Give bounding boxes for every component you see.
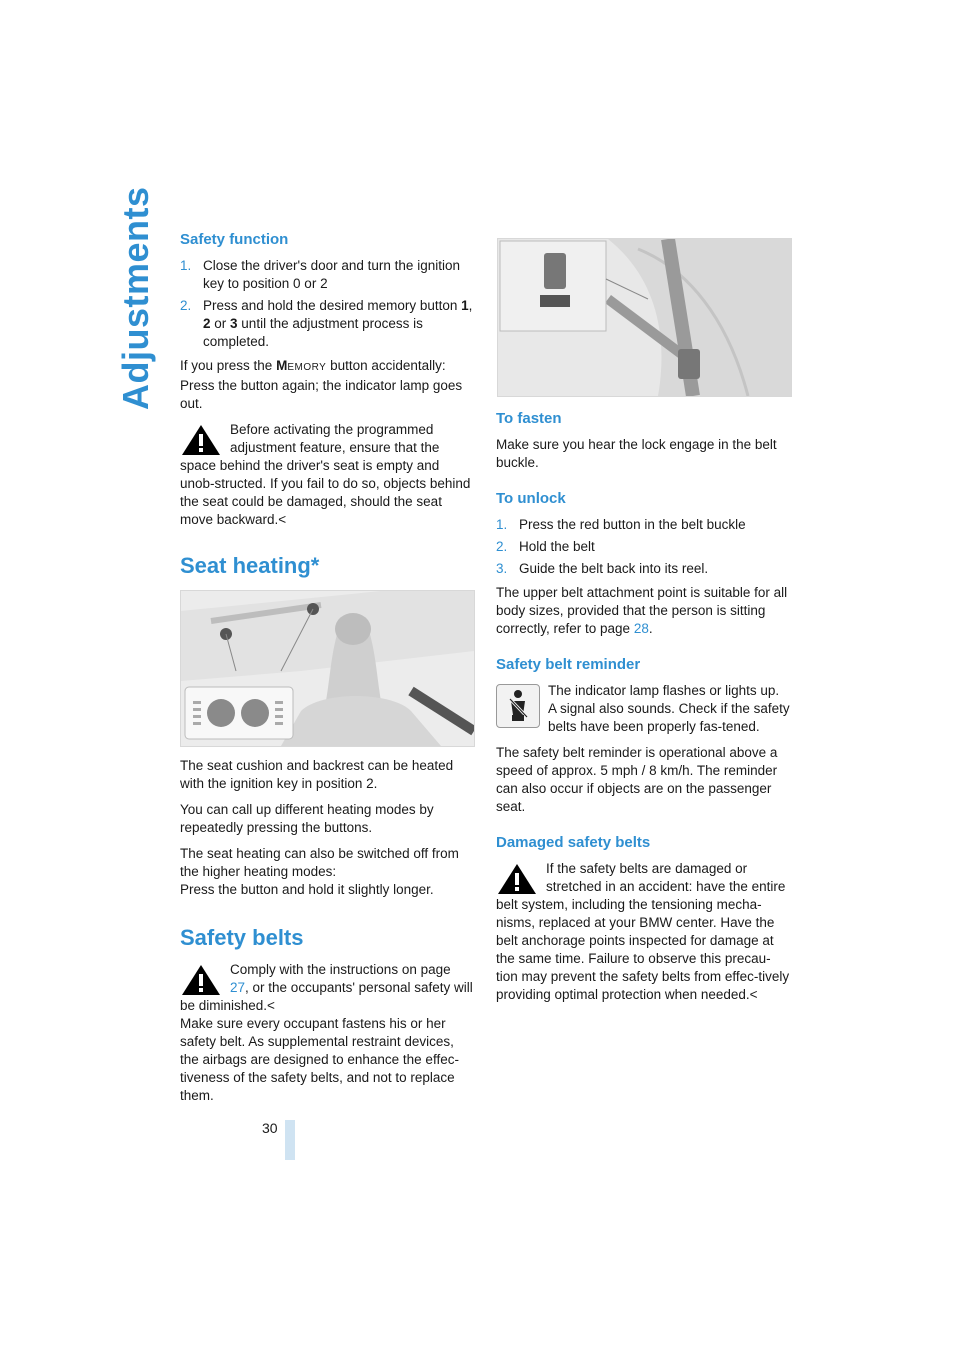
step-text: Guide the belt back into its reel.	[519, 561, 709, 576]
separator: or	[210, 316, 231, 331]
warning-text: , or the occupants' personal safety will be diminished.<	[180, 980, 473, 1013]
warning-icon	[496, 862, 538, 896]
safety-belts-heading: Safety belts	[180, 925, 304, 950]
page-marker-bar	[285, 1120, 295, 1160]
safety-function-steps	[180, 257, 473, 351]
paragraph-text: If you press the	[180, 358, 277, 373]
to-unlock-steps	[496, 516, 790, 578]
memory-button-3: 3	[230, 316, 238, 331]
chapter-title-text: Adjustments	[115, 186, 156, 410]
chapter-title	[115, 186, 159, 410]
paragraph-text: The upper belt attachment point is suitable for all body sizes, provided that the person is sitting correctly, refer to page	[496, 585, 788, 636]
paragraph-text: The seat heating can also be switched off from the higher heating modes:	[180, 846, 459, 879]
paragraph: The seat cushion and backrest can be heated with the ignition key in position 2.	[180, 758, 454, 791]
seat-belt-figure	[497, 238, 792, 397]
list-item	[496, 560, 790, 578]
list-item	[180, 257, 473, 293]
paragraph: Make sure you hear the lock engage in the belt buckle.	[496, 437, 777, 470]
warning-text: Before activating the programmed adjustment feature, ensure that the space behind the driver's seat is empty and unob-structed. If you fail to do so, objects behind the seat could be damaged, should the seat move backward.<	[180, 422, 471, 527]
seatbelt-indicator-icon	[496, 684, 540, 728]
paragraph-text: .	[648, 621, 653, 636]
warning-text: Comply with the instructions on page	[230, 962, 451, 977]
step-text: Press and hold the desired memory button	[203, 298, 462, 313]
memory-rest: EMORY	[287, 362, 327, 373]
to-unlock-heading: To unlock	[496, 490, 566, 507]
separator: ,	[468, 298, 473, 313]
paragraph	[180, 845, 473, 899]
right-column	[496, 410, 790, 1004]
reminder-text: The indicator lamp flashes or lights up. A signal also sounds. Check if the safety belts have been properly fas-tened.	[548, 683, 790, 734]
memory-button-1: 1	[461, 298, 469, 313]
safety-function-heading: Safety function	[180, 231, 289, 248]
step-number: 1.	[496, 517, 508, 532]
step-text: Close the driver's door and turn the ignition key to position 0 or 2	[203, 258, 460, 291]
step-text: Hold the belt	[519, 539, 595, 554]
damaged-belts-heading: Damaged safety belts	[496, 834, 651, 851]
memory-m: M	[276, 358, 288, 373]
list-item	[496, 538, 790, 556]
paragraph	[496, 584, 790, 638]
step-number: 3.	[496, 561, 508, 576]
seat-heating-heading: Seat heating*	[180, 553, 320, 578]
step-number: 2.	[496, 539, 508, 554]
seat-heating-figure	[180, 590, 475, 747]
page-number: 30	[262, 1120, 278, 1136]
paragraph: You can call up different heating modes by repeatedly pressing the buttons.	[180, 802, 434, 835]
paragraph-text: Press the button and hold it slightly longer.	[180, 882, 434, 897]
seat-belt-illustration	[498, 239, 791, 396]
to-fasten-heading: To fasten	[496, 410, 562, 427]
step-number: 2.	[180, 298, 192, 313]
memory-paragraph	[180, 357, 473, 413]
warning-note	[180, 421, 473, 529]
reminder-note	[496, 682, 790, 736]
warning-icon	[180, 963, 222, 997]
warning-note	[496, 860, 790, 1004]
paragraph: Make sure every occupant fastens his or her safety belt. As supplemental restraint devices, the airbags are designed to enhance the effec-tiveness of the safety belts, and not to replace them.	[180, 1016, 459, 1103]
safety-belt-reminder-heading: Safety belt reminder	[496, 656, 641, 673]
paragraph-text: button accidentally: Press the button again; the indicator lamp goes out.	[180, 358, 463, 411]
warning-note	[180, 961, 473, 1015]
list-item	[180, 297, 473, 351]
page-link-27[interactable]: 27	[230, 980, 246, 995]
paragraph: The safety belt reminder is operational above a speed of approx. 5 mph / 8 km/h. The reminder can also occur if objects are on the passenger seat.	[496, 745, 778, 814]
step-text: until the adjustment process is completed.	[203, 316, 423, 349]
list-item	[496, 516, 790, 534]
seat-heating-illustration	[181, 591, 474, 746]
step-text: Press the red button in the belt buckle	[519, 517, 746, 532]
step-number: 1.	[180, 258, 192, 273]
warning-text: If the safety belts are damaged or stretched in an accident: have the entire belt system, including the tensioning mecha-nisms, replaced at your BMW center. Have the belt anchorage points inspected for damage at the same time. Failure to observe this precau-tion may prevent the safety belts from effec-tively providing optimal protection when needed.<	[496, 861, 790, 1002]
memory-button-2: 2	[203, 316, 211, 331]
page-link-28[interactable]: 28	[633, 621, 649, 636]
warning-icon	[180, 423, 222, 457]
